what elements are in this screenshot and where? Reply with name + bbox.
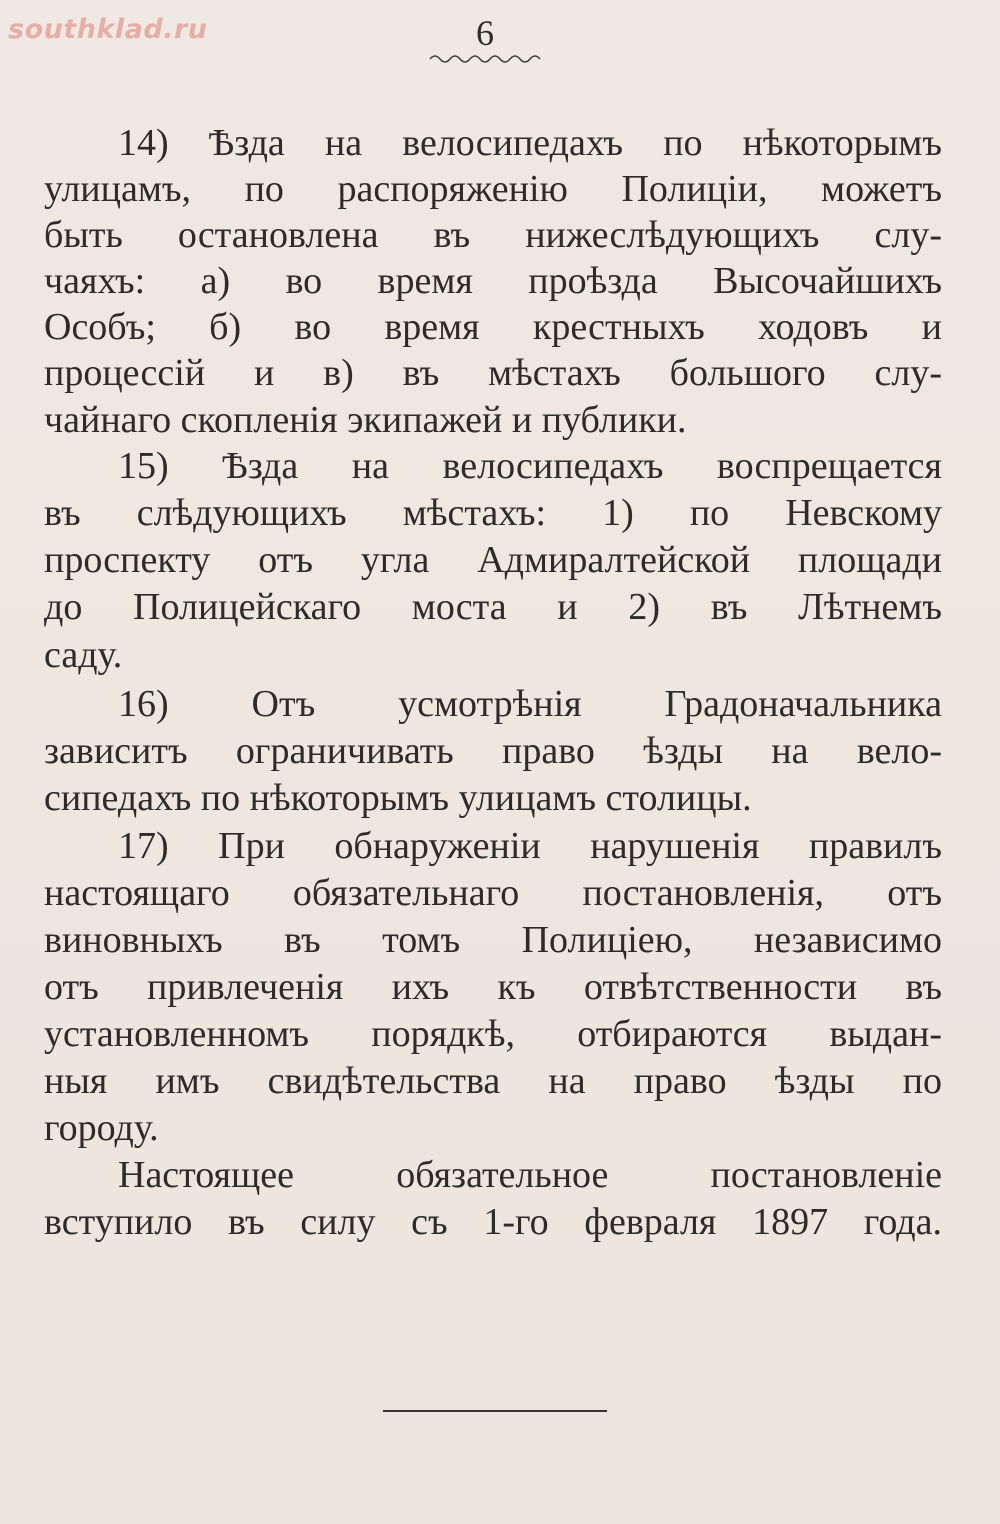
text-line: городу.	[44, 1107, 159, 1149]
text-line: 16) Отъ усмотрѣнія Градоначальника	[118, 683, 942, 725]
end-rule	[383, 1410, 607, 1412]
text-line: чаяхъ: а) во время проѣзда Высочайшихъ	[44, 260, 942, 302]
text-line: Настоящее обязательное постановленіе	[118, 1154, 942, 1196]
text-line: зависитъ ограничивать право ѣзды на вело-	[44, 730, 942, 772]
text-line: отъ привлеченія ихъ къ отвѣтственности въ	[44, 966, 942, 1008]
text-line: быть остановлена въ нижеслѣдующихъ слу-	[44, 214, 942, 256]
text-line: Особъ; б) во время крестныхъ ходовъ и	[44, 306, 942, 348]
text-line: саду.	[44, 634, 123, 676]
text-line: 15) Ѣзда на велосипедахъ воспрещается	[118, 445, 942, 487]
text-line: ныя имъ свидѣтельства на право ѣзды по	[44, 1060, 942, 1102]
text-line: установленномъ порядкѣ, отбираются выдан-	[44, 1013, 942, 1055]
text-line: 17) При обнаруженіи нарушенія правилъ	[118, 825, 942, 867]
text-line: процессій и в) въ мѣстахъ большого слу-	[44, 352, 942, 394]
wavy-ornament-icon	[428, 52, 544, 66]
watermark: southklad.ru	[8, 14, 208, 45]
text-line: улицамъ, по распоряженію Полиціи, можетъ	[44, 168, 942, 210]
text-line: чайнаго скопленія экипажей и публики.	[44, 399, 687, 441]
text-line: настоящаго обязательнаго постановленія, отъ	[44, 872, 942, 914]
page-number: 6	[476, 13, 494, 53]
text-line: проспекту отъ угла Адмиралтейской площади	[44, 539, 942, 581]
text-line: 14) Ѣзда на велосипедахъ по нѣкоторымъ	[118, 122, 942, 164]
text-line: виновныхъ въ томъ Полиціею, независимо	[44, 919, 942, 961]
text-line: вступило въ силу съ 1-го февраля 1897 года.	[44, 1201, 942, 1243]
text-line: въ слѣдующихъ мѣстахъ: 1) по Невскому	[44, 492, 942, 534]
text-line: до Полицейскаго моста и 2) въ Лѣтнемъ	[44, 586, 942, 628]
text-line: сипедахъ по нѣкоторымъ улицамъ столицы.	[44, 777, 752, 819]
